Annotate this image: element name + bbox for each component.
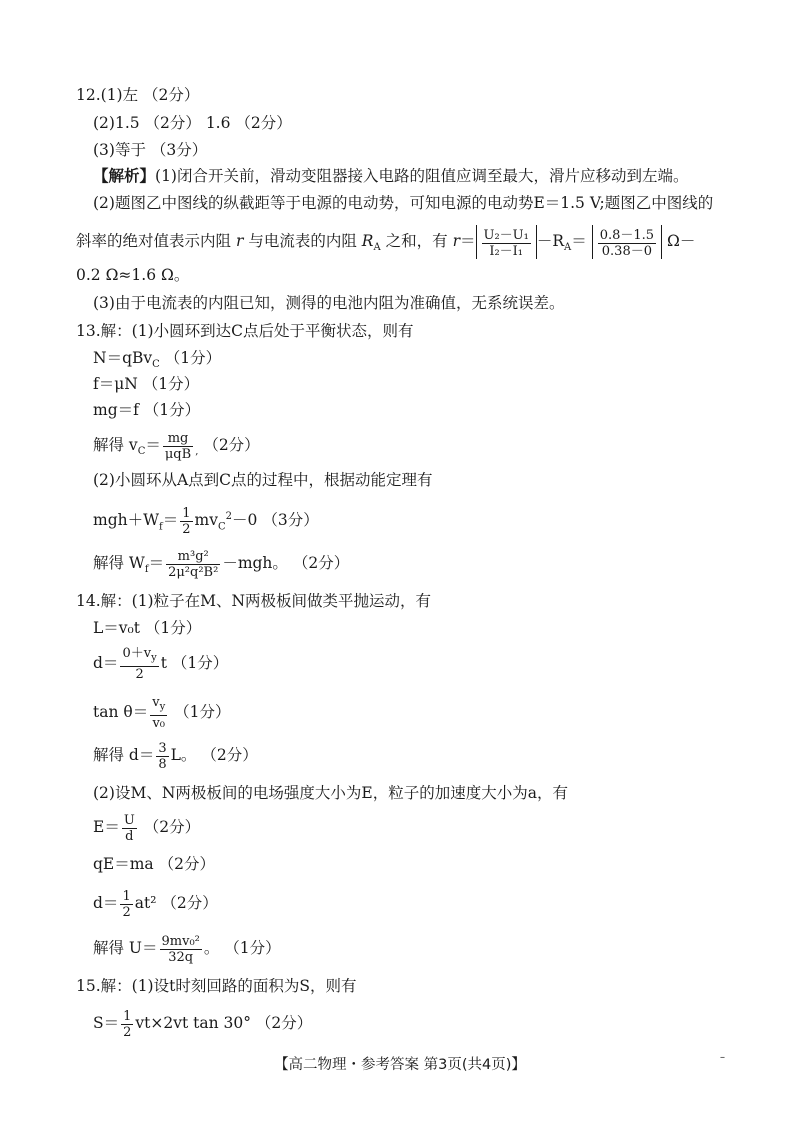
q13-eq6: 解得 $W_f=$ $\frac{\text{m³g²}}{\text{2μ²q²B²}}$ －mgh。 （2分） bbox=[93, 548, 350, 580]
q12-answer-1: 12.(1)左 （2分） bbox=[76, 86, 200, 104]
q13-eq4: 解得 $v_C=$ $\frac{mg}{\text{μqB}}$ $_,$ （2分） bbox=[93, 430, 260, 462]
corner-mark: – bbox=[720, 1052, 725, 1063]
q13-heading-2: (2)小圆环从A点到C点的过程中，根据动能定理有 bbox=[93, 471, 433, 489]
q14-eq1: L＝v₀t （1分） bbox=[93, 619, 202, 637]
abs-value-2: $\frac{0.8-1.5}{0.38-0}$ bbox=[592, 225, 662, 259]
q12-analysis-3: 斜率的绝对值表示内阻 r 与电流表的内阻 $R_A$ 之和，有 r＝ $\frac{\text{U₂－U₁}}{\text{I₂－I₁}}$ $-R_A=$ $\frac{0.8-1.5}{0.38-0}$ Ω－ bbox=[76, 224, 695, 265]
q14-heading: 14.解：(1)粒子在M、N两极板间做类平抛运动，有 bbox=[76, 592, 432, 610]
q12-analysis-1: 【解析】(1)闭合开关前，滑动变阻器接入电路的阻值应调至最大，滑片应移动到左端。 bbox=[93, 166, 689, 185]
q12-answer-3: (3)等于 （3分） bbox=[93, 141, 208, 159]
q14-eq3: tan θ＝ $\frac{v_y}{\text{v₀}}$ （1分） bbox=[93, 695, 231, 731]
q13-eq1: N＝qBv$_C$ （1分） bbox=[93, 349, 222, 371]
q13-eq3: mg＝f （1分） bbox=[93, 401, 201, 419]
page-footer: 【高二物理・参考答案 第3页(共4页)】 bbox=[274, 1057, 526, 1073]
q12-answer-2: (2)1.5 （2分） 1.6 （2分） bbox=[93, 114, 292, 132]
analysis-tag: 【解析】 bbox=[93, 166, 156, 185]
q13-eq5: $mgh+W_f=$ $\frac{1}{2}$ $mv_C^2-0$ （3分） bbox=[93, 505, 319, 537]
q15-eq1: S＝ $\frac{1}{2}$ vt×2vt tan 30° （2分） bbox=[93, 1008, 313, 1040]
q12-analysis-4: 0.2 Ω≈1.6 Ω。 bbox=[76, 266, 190, 284]
abs-value: $\frac{\text{U₂－U₁}}{\text{I₂－I₁}}$ bbox=[476, 225, 537, 259]
q14-heading-2: (2)设M、N两极板间的电场强度大小为E，粒子的加速度大小为a，有 bbox=[93, 784, 568, 802]
q13-heading: 13.解：(1)小圆环到达C点后处于平衡状态，则有 bbox=[76, 322, 414, 340]
q15-heading: 15.解：(1)设t时刻回路的面积为S，则有 bbox=[76, 977, 357, 995]
q14-eq5: E＝ $\frac{U}{d}$ （2分） bbox=[93, 812, 201, 844]
q14-eq7: d＝ $\frac{1}{2}$ at² （2分） bbox=[93, 888, 218, 920]
q14-eq2: d＝ $\frac{0+v_y}{2}$ t （1分） bbox=[93, 646, 229, 682]
q13-eq2: f＝μN （1分） bbox=[93, 375, 200, 393]
q14-eq8: 解得 U＝ $\frac{\text{9mv₀²}}{32q}$ 。 （1分） bbox=[93, 933, 281, 965]
q14-eq6: qE＝ma （2分） bbox=[93, 855, 215, 873]
q12-analysis-2: (2)题图乙中图线的纵截距等于电源的电动势，可知电源的电动势E＝1.5 V;题图乙中图线的 bbox=[93, 194, 714, 212]
q12-analysis-5: (3)由于电流表的内阻已知，测得的电池内阻为准确值，无系统误差。 bbox=[93, 294, 565, 312]
q14-eq4: 解得 d＝ $\frac{3}{8}$ L。 （2分） bbox=[93, 740, 258, 772]
